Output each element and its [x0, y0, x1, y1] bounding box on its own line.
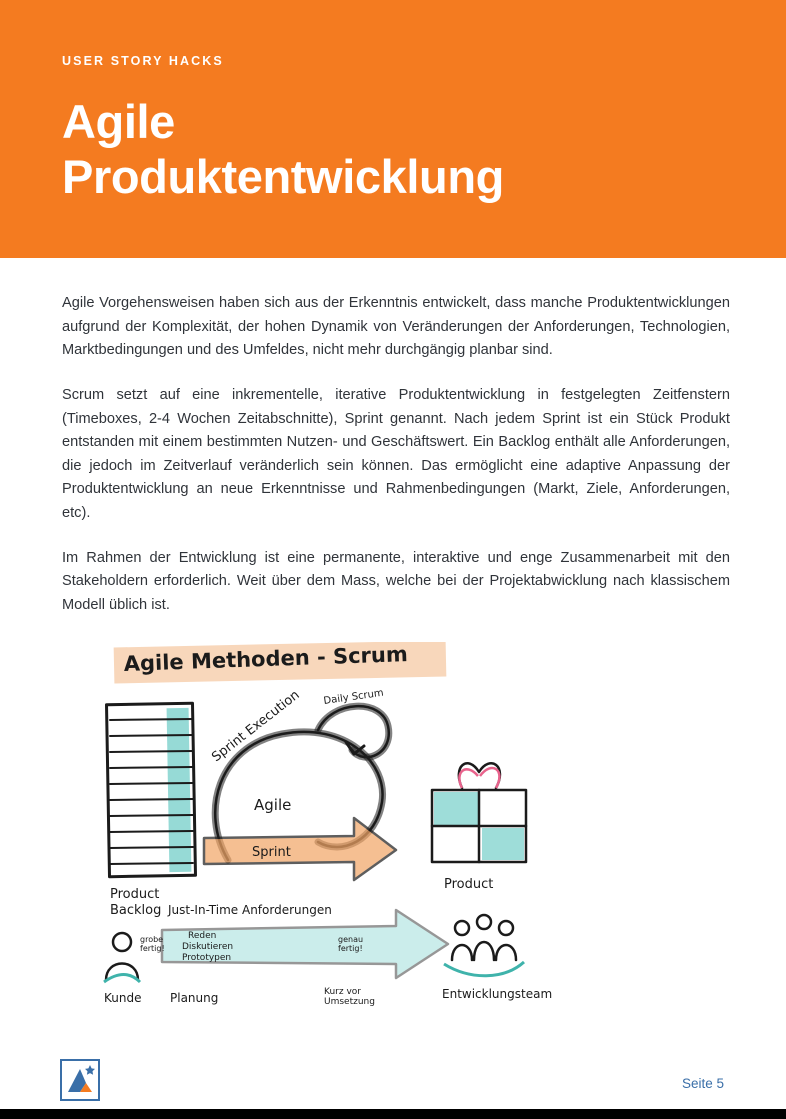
svg-text:fertig!: fertig! — [140, 943, 165, 953]
scrum-illustration — [96, 642, 696, 1032]
label-grob: grobe — [140, 934, 164, 944]
entwicklungsteam-figure — [442, 915, 552, 1001]
label-kurz-vor: Kurz vor — [324, 986, 361, 997]
label-product: Product — [444, 876, 494, 892]
svg-text:fertig!: fertig! — [338, 943, 363, 953]
paragraph-2: Scrum setzt auf eine inkrementelle, iterative Produktentwicklung in festgelegten Zeitfenstern (Timeboxes, 2-4 Wochen Zeitabschnitte), Sprint genannt. Nach jedem Sprint ist ein Stück Produkt entstanden mit einem bestimmten Nutzen- und Geschäftswert. Ein Backlog enthält alle Anforderungen, die jedoch im Zeitverlauf veränderlich sein können. Das ermöglicht eine adaptive Anpassung der Produktentwicklung an neue Erkenntnisse und Rahmenbedingungen (Markt, Ziele, Anforderungen, etc). — [62, 386, 730, 522]
sprint-arrow — [204, 818, 396, 880]
svg-text:Umsetzung: Umsetzung — [324, 996, 375, 1007]
page-title — [62, 94, 726, 205]
label-jit: Just-In-Time Anforderungen — [168, 902, 332, 917]
page-title-line-2: Produktentwicklung — [62, 150, 504, 204]
jit-diagram — [104, 903, 552, 1007]
illustration-title-banner — [114, 642, 447, 683]
page-header — [0, 0, 786, 258]
label-planung: Planung — [170, 990, 219, 1005]
label-kunde: Kunde — [104, 990, 142, 1005]
product-backlog-figure — [107, 703, 196, 918]
page-number: Seite 5 — [681, 1076, 724, 1091]
content-area — [0, 258, 786, 1032]
svg-text:Backlog: Backlog — [110, 902, 162, 918]
paragraph-1: Agile Vorgehensweisen haben sich aus der Erkenntnis entwickelt, dass manche Produktentwicklungen aufgrund der Komplexität, der hohen Dynamik von Veränderungen der Anforderungen, Technologien, Marktbedingungen und des Umfeldes, nicht mehr durchgängig planbar sind. — [62, 295, 730, 359]
label-genau: genau — [338, 934, 364, 944]
kunde-figure — [104, 933, 141, 1005]
svg-text:Agile Methoden - Scrum: Agile Methoden - Scrum — [123, 641, 409, 676]
product-gift-figure — [432, 763, 526, 892]
label-reden: Reden — [188, 930, 217, 941]
label-sprint: Sprint — [252, 844, 291, 860]
label-prototypen: Prototypen — [182, 952, 232, 963]
label-product-backlog: Product — [110, 886, 160, 902]
label-daily-scrum: Daily Scrum — [322, 687, 385, 707]
footer-strip — [0, 1109, 786, 1119]
label-agile: Agile — [254, 795, 292, 814]
label-diskutieren: Diskutieren — [182, 941, 234, 952]
label-entwicklungsteam: Entwicklungsteam — [442, 986, 553, 1001]
user-story-hacks-logo — [60, 1059, 100, 1101]
eyebrow-label: USER STORY HACKS — [62, 54, 224, 68]
page-footer — [0, 1055, 786, 1119]
page-title-line-1: Agile — [62, 95, 175, 148]
paragraph-3: Im Rahmen der Entwicklung ist eine permanente, interaktive und enge Zusammenarbeit mit den Stakeholdern erforderlich. Weit über dem Mass, welche bei der Projektabwicklung nach klassischem Modell üblich ist. — [62, 549, 730, 614]
label-sprint-execution: Sprint Execution — [209, 687, 303, 765]
